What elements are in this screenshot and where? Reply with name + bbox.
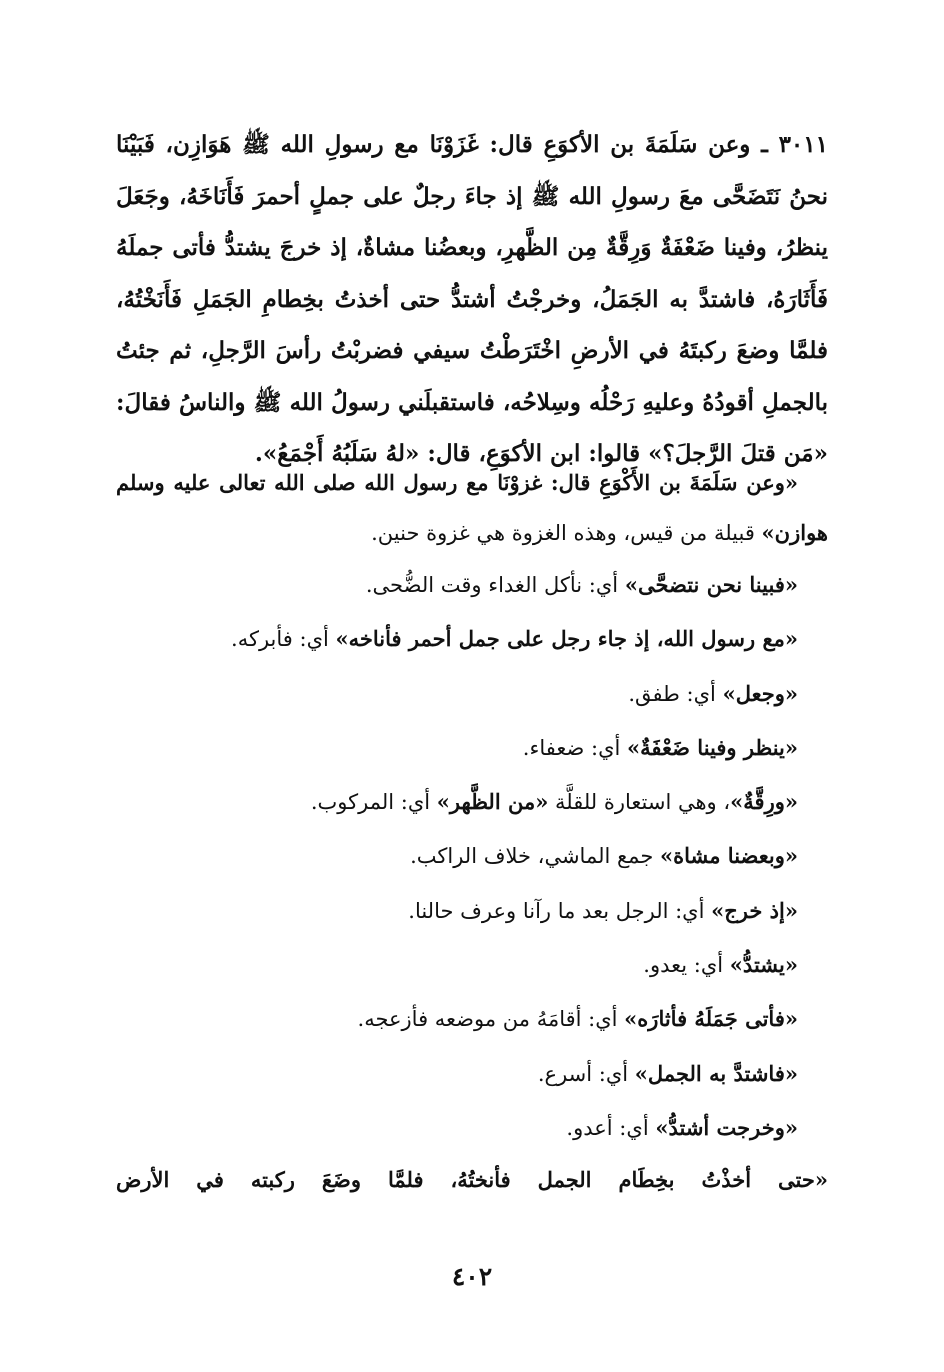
gloss-lemma: «مع رسول الله، إذ جاء رجل على جمل أحمر فأناخه» bbox=[335, 626, 798, 652]
gloss-explanation: أي: طفق. bbox=[628, 681, 723, 706]
gloss-lemma: «يشتدُّ» bbox=[729, 952, 798, 978]
gloss-explanation: أي: نأكل الغداء وقت الضُّحى. bbox=[365, 573, 625, 597]
gloss-item bbox=[116, 721, 828, 775]
intro-lemma: «وعن سَلَمَةَ بن الأَكْوَعِ قال: غزوْنَا مع رسول الله صلى الله تعالى عليه وسلم هوازن» bbox=[116, 470, 828, 545]
gloss-lemma: «إذ خرج» bbox=[711, 897, 798, 923]
gloss-item bbox=[116, 992, 828, 1046]
gloss-explanation: ، وهي استعارة للقلَّة bbox=[548, 790, 731, 815]
gloss-explanation: أي: أسرع. bbox=[537, 1061, 635, 1086]
gloss-item bbox=[116, 558, 828, 612]
gloss-explanation: أي: فأبركه. bbox=[231, 627, 336, 652]
intro-explanation: قبيلة من قيس، وهذه الغزوة هي غزوة حنين. bbox=[371, 521, 762, 545]
continuing-lemma: «حتى أخذْتُ بخِطَام الجمل فأنختُهُ، فلمَّا وضَعَ ركبته في الأرض bbox=[116, 1167, 828, 1193]
gloss-explanation: جمع الماشي، خلاف الراكب. bbox=[410, 844, 660, 869]
gloss-lemma: «وبعضنا مشاة» bbox=[659, 843, 798, 869]
gloss-lemma: «ورِقَّةٌ» bbox=[730, 789, 798, 815]
gloss-explanation: أي: أقامَهُ من موضعه فأزعجه. bbox=[357, 1007, 625, 1032]
commentary-section bbox=[116, 458, 828, 1205]
commentary-intro bbox=[116, 458, 828, 558]
gloss-explanation: أي: أعدو. bbox=[566, 1115, 656, 1140]
gloss-lemma: «وخرجت أشتدُّ» bbox=[655, 1114, 798, 1140]
gloss-item bbox=[116, 775, 828, 829]
gloss-item bbox=[116, 829, 828, 883]
gloss-lemma: «فاشتدَّ به الجمل» bbox=[634, 1060, 798, 1086]
gloss-lemma: «فبينا نحن نتضحَّى» bbox=[624, 572, 798, 597]
gloss-item bbox=[116, 1047, 828, 1101]
gloss-item bbox=[116, 884, 828, 938]
gloss-explanation-secondary: أي: المركوب. bbox=[310, 790, 437, 815]
gloss-lemma: «وجعل» bbox=[722, 680, 798, 706]
hadith-text: ٣٠١١ ـ وعن سَلَمَةَ بن الأكوَعِ قال: غَزَوْنَا مع رسولِ الله ﷺ هَوَازِن، فَبَيْنَا نحنُ نَتَضَحَّى معَ رسولِ الله ﷺ إذ جاءَ رجلٌ على جملٍ أحمرَ فَأَنَاخَهُ، وجَعَلَ ينظرُ، وفينا ضَعْفَةٌ وَرِقَّةٌ مِن الظَّهرِ، وبعضُنا مشاةٌ، إذ خرجَ يشتدُّ فأتى جملَهُ فَأَثَارَهُ، فاشتدَّ به الجَمَلُ، وخرجْتُ أشتدُّ حتى أخذتُ بخِطامِ الجَمَلِ فَأَنَخْتُهُ، فلمَّا وضعَ ركبتَهُ في الأرضِ اخْتَرَطْتُ سيفي فضربْتُ رأسَ الرَّجلِ، ثم جئتُ بالجملِ أقودُهُ وعليهِ رَحْلُه وسِلاحُه، فاستقبلَني رسولُ الله ﷺ والناسُ فقالَ: «مَن قتلَ الرَّجلَ؟» قالوا: ابن الأكوَعِ، قال: «لهُ سَلَبُهُ أَجْمَعُ». bbox=[116, 131, 828, 467]
gloss-lemma-secondary: «من الظَّهر» bbox=[436, 789, 549, 815]
gloss-item bbox=[116, 1101, 828, 1155]
page-number: ٤٠٢ bbox=[451, 1262, 493, 1291]
gloss-explanation: أي: الرجل بعد ما رآنا وعرف حالنا. bbox=[408, 898, 712, 923]
gloss-lemma: «فأتى جَمَلَهُ فأثارَه» bbox=[624, 1006, 798, 1032]
gloss-item bbox=[116, 667, 828, 721]
gloss-lemma: «ينظر وفينا ضَعْفَةٌ» bbox=[627, 734, 798, 760]
gloss-explanation: أي: يعدو. bbox=[643, 953, 730, 978]
gloss-item bbox=[116, 938, 828, 992]
gloss-explanation: أي: ضعفاء. bbox=[522, 735, 628, 760]
gloss-item bbox=[116, 612, 828, 666]
